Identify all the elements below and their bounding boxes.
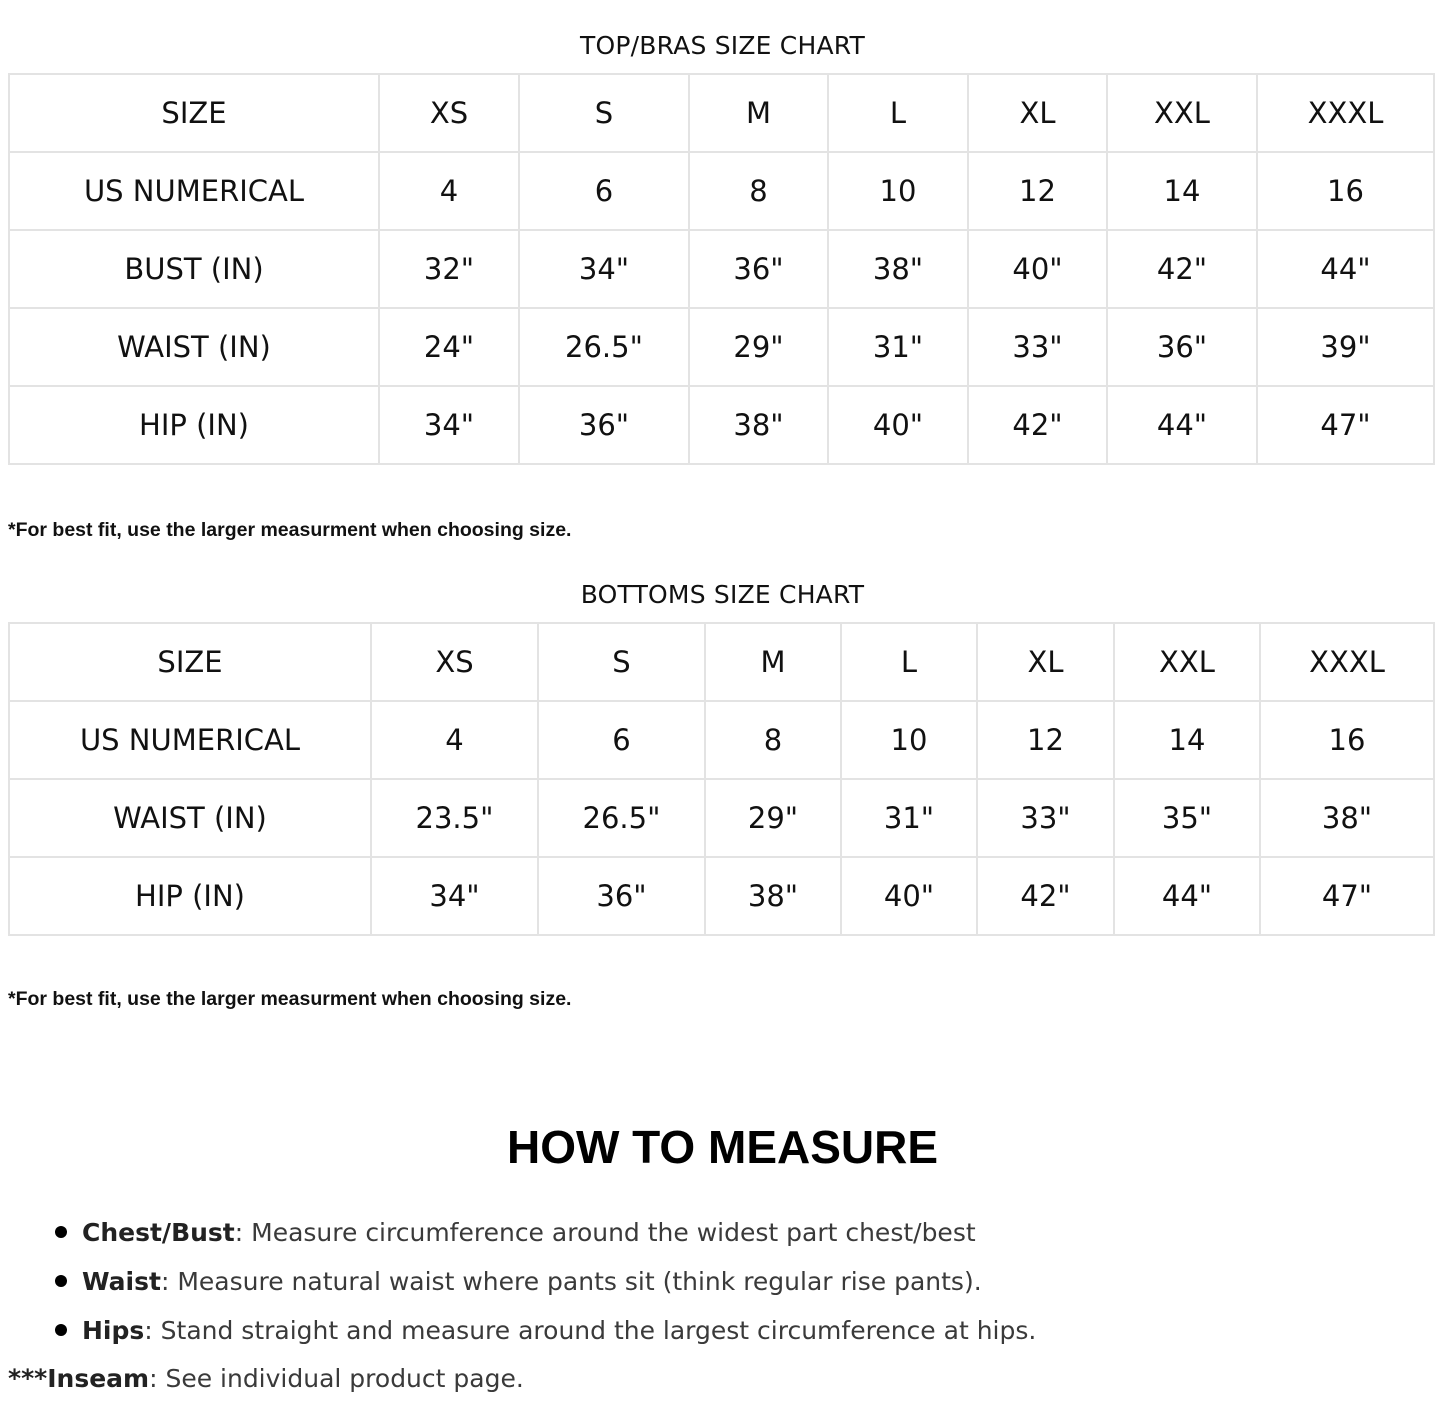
bottom-table-row (9, 701, 1434, 779)
bottom-table-cell: L (841, 623, 977, 701)
top-table-cell: 14 (1107, 152, 1257, 230)
top-row-label: BUST (IN) (9, 230, 379, 308)
bottom-row-label: WAIST (IN) (9, 779, 371, 857)
bottom-table-cell: 44" (1114, 857, 1260, 935)
top-table-cell: 39" (1257, 308, 1434, 386)
top-table-cell: 40" (828, 386, 968, 464)
inseam-text: : See individual product page. (149, 1364, 524, 1393)
bottom-row-label: HIP (IN) (9, 857, 371, 935)
top-table-cell: 38" (828, 230, 968, 308)
top-table-cell: XXL (1107, 74, 1257, 152)
bottom-chart-note: *For best fit, use the larger measurment when choosing size. (8, 988, 572, 1010)
top-table-cell: XS (379, 74, 519, 152)
bottom-table-cell: 34" (371, 857, 538, 935)
list-item-hips (82, 1306, 1382, 1355)
top-table-cell: 36" (519, 386, 689, 464)
bottom-table-row (9, 857, 1434, 935)
bullet-icon (55, 1275, 67, 1287)
bottom-table-cell: 4 (371, 701, 538, 779)
top-table-cell: 10 (828, 152, 968, 230)
top-chart-title: TOP/BRAS SIZE CHART (580, 31, 865, 60)
top-table-cell: 4 (379, 152, 519, 230)
measure-term: Waist (82, 1267, 161, 1296)
top-row-label: HIP (IN) (9, 386, 379, 464)
bottom-table-cell: 14 (1114, 701, 1260, 779)
bottom-table-cell: 8 (705, 701, 841, 779)
measure-text: : Measure circumference around the widest part chest/best (234, 1218, 976, 1247)
bottom-row-label: US NUMERICAL (9, 701, 371, 779)
top-table-row (9, 230, 1434, 308)
list-item-chest-bust (82, 1208, 1382, 1257)
top-row-label: SIZE (9, 74, 379, 152)
inseam-term: ***Inseam (8, 1364, 150, 1393)
top-table-cell: 29" (689, 308, 828, 386)
top-chart-note: *For best fit, use the larger measurment when choosing size. (8, 519, 572, 541)
bottom-table-row (9, 779, 1434, 857)
bottom-table-cell: 38" (1260, 779, 1434, 857)
top-table-cell: 40" (968, 230, 1107, 308)
top-table-cell: 12 (968, 152, 1107, 230)
how-to-measure-heading: HOW TO MEASURE (506, 1121, 939, 1173)
top-table-cell: 34" (519, 230, 689, 308)
bottom-chart-title: BOTTOMS SIZE CHART (580, 580, 865, 609)
top-table-cell: 47" (1257, 386, 1434, 464)
bottom-table-cell: 33" (977, 779, 1114, 857)
top-table-cell: 38" (689, 386, 828, 464)
bottom-table-cell: XL (977, 623, 1114, 701)
measure-text: : Measure natural waist where pants sit (think regular rise pants). (160, 1267, 982, 1296)
measure-text: : Stand straight and measure around the largest circumference at hips. (144, 1316, 1037, 1345)
list-item-waist (82, 1257, 1382, 1306)
top-row-label: WAIST (IN) (9, 308, 379, 386)
bottom-table-cell: 35" (1114, 779, 1260, 857)
top-table-row (9, 386, 1434, 464)
bottom-table-cell: XS (371, 623, 538, 701)
bottom-table-cell: M (705, 623, 841, 701)
top-table-cell: 44" (1107, 386, 1257, 464)
measure-term: Chest/Bust (82, 1218, 235, 1247)
bullet-icon (55, 1226, 67, 1238)
top-table-row (9, 74, 1434, 152)
bullet-icon (55, 1324, 67, 1336)
top-table-cell: XXXL (1257, 74, 1434, 152)
bottom-table-cell: XXL (1114, 623, 1260, 701)
top-table-cell: 6 (519, 152, 689, 230)
top-table-cell: M (689, 74, 828, 152)
bottom-table-cell: 26.5" (538, 779, 705, 857)
top-table-cell: 26.5" (519, 308, 689, 386)
top-table-cell: 36" (689, 230, 828, 308)
top-table-row (9, 308, 1434, 386)
bottom-table-row (9, 623, 1434, 701)
bottom-size-table (8, 622, 1435, 936)
bottom-table-cell: 36" (538, 857, 705, 935)
bottom-table-cell: 29" (705, 779, 841, 857)
bottom-table-cell: 6 (538, 701, 705, 779)
bottom-table-cell: 23.5" (371, 779, 538, 857)
bottom-table-cell: 38" (705, 857, 841, 935)
inseam-note (8, 1356, 524, 1402)
top-table-cell: 33" (968, 308, 1107, 386)
bottom-table-cell: XXXL (1260, 623, 1434, 701)
bottom-table-cell: 16 (1260, 701, 1434, 779)
bottom-table-cell: S (538, 623, 705, 701)
top-table-cell: XL (968, 74, 1107, 152)
bottom-table-cell: 12 (977, 701, 1114, 779)
top-table-row (9, 152, 1434, 230)
top-table-cell: 32" (379, 230, 519, 308)
top-table-cell: 34" (379, 386, 519, 464)
bottom-table-cell: 10 (841, 701, 977, 779)
top-table-cell: 42" (1107, 230, 1257, 308)
measure-list (38, 1208, 1382, 1355)
top-table-cell: 42" (968, 386, 1107, 464)
bottom-table-cell: 31" (841, 779, 977, 857)
bottom-table-cell: 42" (977, 857, 1114, 935)
bottom-table-cell: 40" (841, 857, 977, 935)
top-table-cell: L (828, 74, 968, 152)
top-table-cell: 8 (689, 152, 828, 230)
top-table-cell: 16 (1257, 152, 1434, 230)
top-table-cell: 31" (828, 308, 968, 386)
bottom-table-cell: 47" (1260, 857, 1434, 935)
top-row-label: US NUMERICAL (9, 152, 379, 230)
measure-term: Hips (82, 1316, 145, 1345)
top-table-cell: 36" (1107, 308, 1257, 386)
top-table-cell: 24" (379, 308, 519, 386)
top-table-cell: 44" (1257, 230, 1434, 308)
top-size-table (8, 73, 1435, 465)
bottom-row-label: SIZE (9, 623, 371, 701)
top-table-cell: S (519, 74, 689, 152)
